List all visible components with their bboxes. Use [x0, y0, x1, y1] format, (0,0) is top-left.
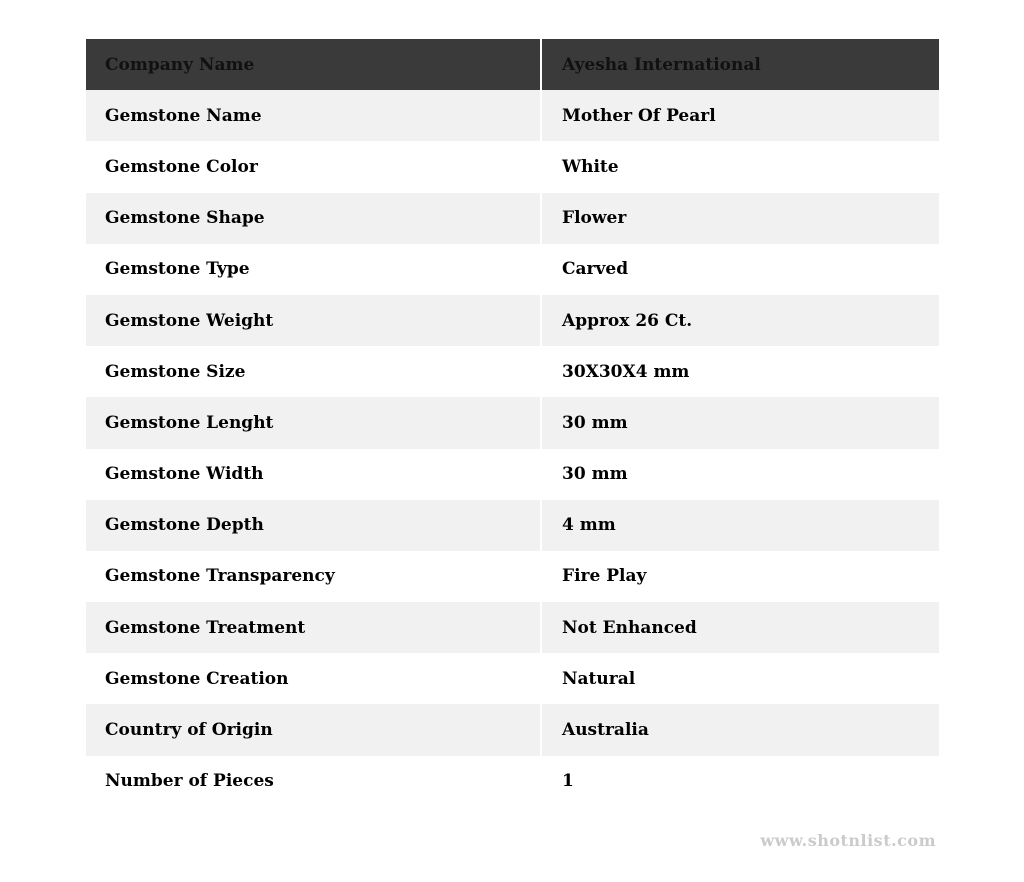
gemstone-spec-table: [86, 39, 939, 807]
spec-value: Flower: [542, 193, 939, 244]
spec-label: Gemstone Name: [86, 90, 540, 141]
table-row: [86, 551, 939, 602]
spec-label: Gemstone Shape: [86, 193, 540, 244]
table-row: [86, 653, 939, 704]
spec-label: Gemstone Size: [86, 346, 540, 397]
spec-value: White: [542, 141, 939, 192]
table-header-row: [86, 39, 939, 90]
spec-label: Country of Origin: [86, 704, 540, 755]
spec-label: Gemstone Transparency: [86, 551, 540, 602]
company-name-header: Company Name: [86, 39, 540, 90]
company-name-value: Ayesha International: [542, 39, 939, 90]
spec-label: Number of Pieces: [86, 756, 540, 807]
spec-value: 30X30X4 mm: [542, 346, 939, 397]
spec-value: 1: [542, 756, 939, 807]
spec-label: Gemstone Width: [86, 449, 540, 500]
table-row: [86, 500, 939, 551]
spec-label: Gemstone Depth: [86, 500, 540, 551]
table-row: [86, 756, 939, 807]
spec-value: Australia: [542, 704, 939, 755]
table-row: [86, 346, 939, 397]
spec-value: Mother Of Pearl: [542, 90, 939, 141]
spec-value: Carved: [542, 244, 939, 295]
spec-value: Approx 26 Ct.: [542, 295, 939, 346]
spec-value: Fire Play: [542, 551, 939, 602]
spec-label: Gemstone Color: [86, 141, 540, 192]
spec-label: Gemstone Creation: [86, 653, 540, 704]
watermark-text: www.shotnlist.com: [760, 831, 936, 850]
table-row: [86, 602, 939, 653]
table-row: [86, 244, 939, 295]
table-row: [86, 449, 939, 500]
spec-label: Gemstone Type: [86, 244, 540, 295]
table-row: [86, 141, 939, 192]
spec-label: Gemstone Treatment: [86, 602, 540, 653]
spec-value: Not Enhanced: [542, 602, 939, 653]
table-row: [86, 193, 939, 244]
table-row: [86, 704, 939, 755]
spec-value: 30 mm: [542, 449, 939, 500]
spec-value: Natural: [542, 653, 939, 704]
spec-label: Gemstone Lenght: [86, 397, 540, 448]
table-row: [86, 397, 939, 448]
spec-value: 4 mm: [542, 500, 939, 551]
table-row: [86, 90, 939, 141]
spec-value: 30 mm: [542, 397, 939, 448]
spec-label: Gemstone Weight: [86, 295, 540, 346]
table-row: [86, 295, 939, 346]
